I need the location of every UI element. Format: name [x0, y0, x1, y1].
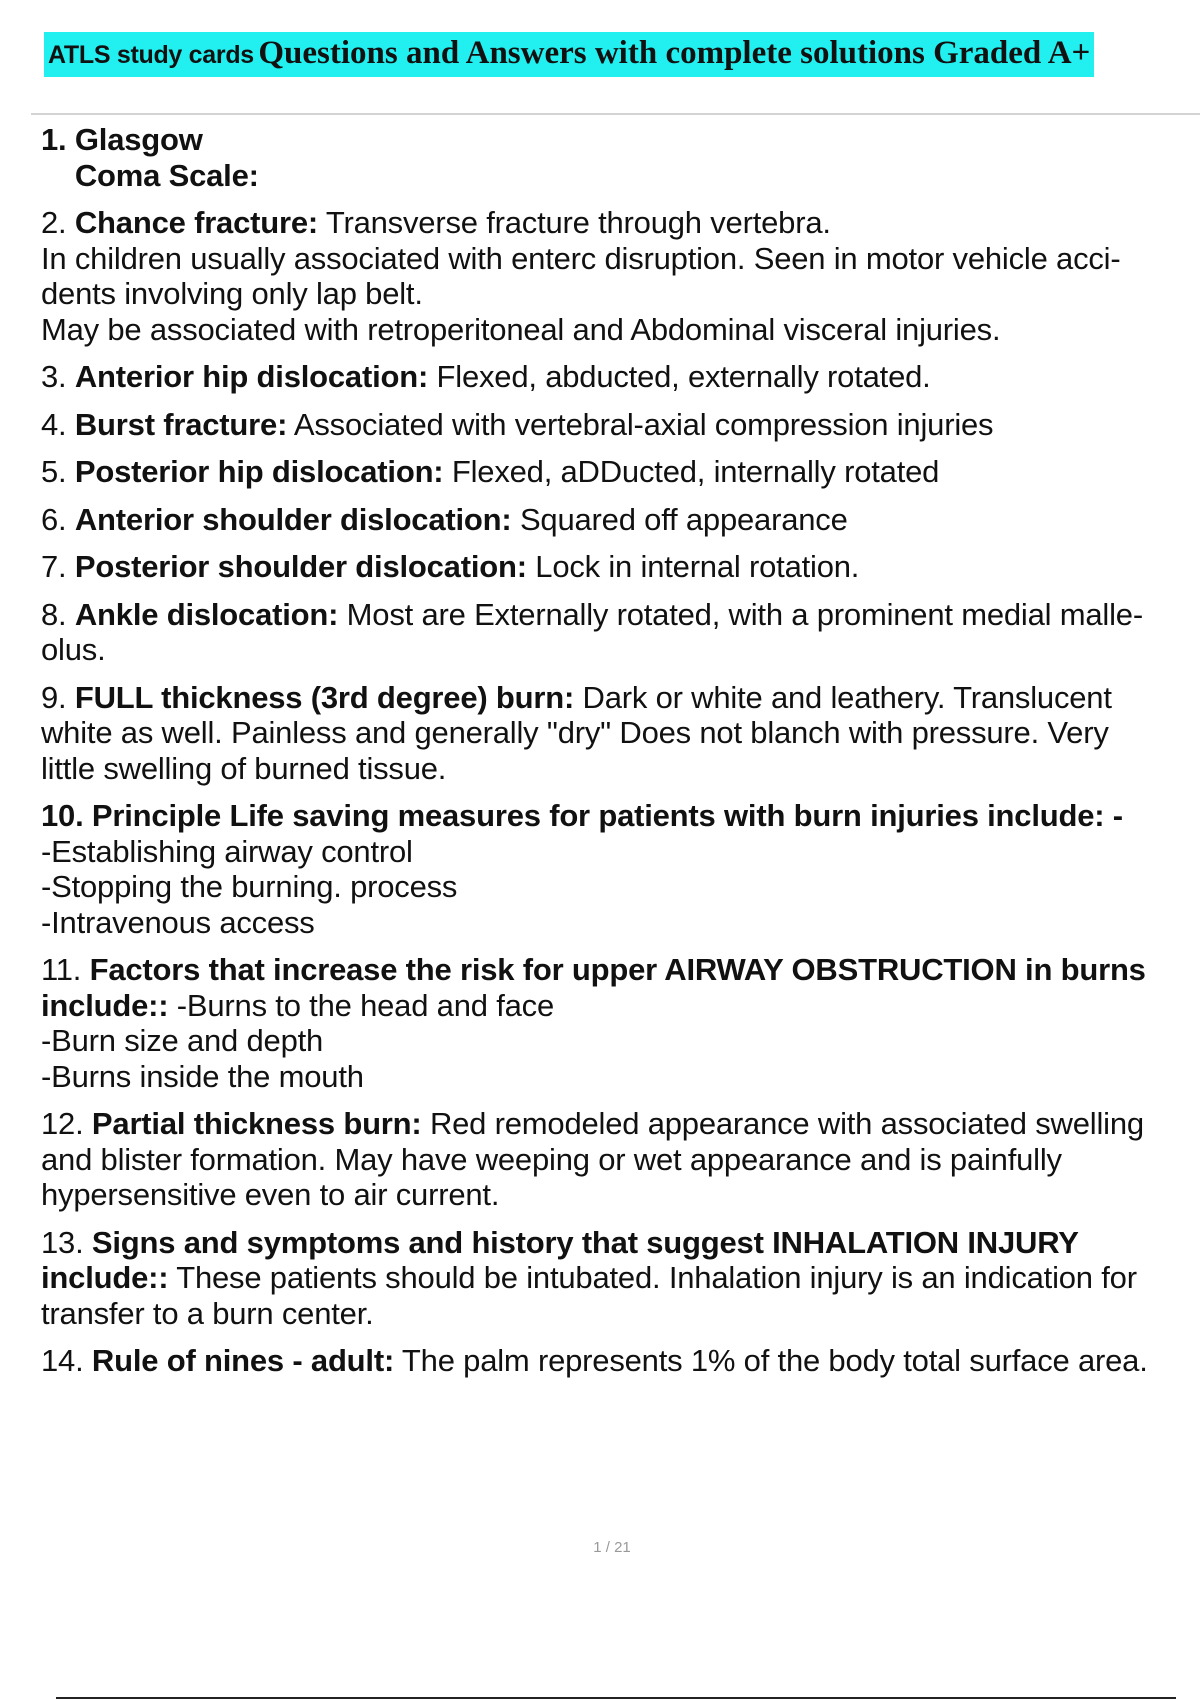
item-line: little swelling of burned tissue. — [41, 750, 447, 786]
item-number: 5. — [41, 454, 75, 489]
item-term: Posterior hip dislocation: — [74, 454, 444, 489]
item-line: white as well. Painless and generally "dry" Does not blanch with pressure. Very — [41, 715, 1109, 750]
item-term: Ankle dislocation: — [74, 596, 339, 632]
item-number: 10. — [41, 798, 92, 833]
item-line: May be associated with retroperitoneal and Abdominal visceral injuries. — [41, 311, 1001, 347]
item-definition: Flexed, abducted, externally rotated. — [428, 359, 931, 394]
item-line: hypersensitive even to air current. — [41, 1177, 500, 1212]
card-item-5 — [41, 454, 1191, 490]
item-line: In children usually associated with enterc disruption. Seen in motor vehicle acci- — [41, 240, 1121, 276]
card-item-6 — [41, 502, 1191, 538]
item-term: Partial thickness burn: — [91, 1106, 422, 1141]
bottom-divider — [56, 1697, 1176, 1699]
item-number: 4. — [41, 406, 75, 442]
item-line: dents involving only lap belt. — [41, 276, 423, 311]
item-line — [41, 988, 1191, 1024]
item-term: Principle Life saving measures for patients with burn injuries include: - — [91, 798, 1123, 833]
item-definition: -Burns to the head and face — [168, 987, 554, 1023]
card-item-3 — [41, 359, 1191, 395]
item-term: Anterior shoulder dislocation: — [74, 501, 512, 537]
item-definition: Associated with vertebral-axial compression injuries — [287, 406, 994, 442]
top-divider — [31, 113, 1200, 115]
item-definition: Lock in internal rotation. — [526, 549, 860, 584]
item-number: 8. — [41, 596, 75, 632]
item-term-continued: include:: — [41, 987, 169, 1023]
item-definition: Squared off appearance — [511, 501, 848, 537]
item-term: Anterior hip dislocation: — [74, 359, 429, 394]
item-line: -Intravenous access — [41, 904, 315, 940]
item-line: transfer to a burn center. — [41, 1295, 374, 1331]
item-line — [41, 1260, 1191, 1296]
item-line: olus. — [41, 632, 106, 667]
title-sans-part: ATLS study cards — [48, 41, 254, 69]
item-number: 6. — [41, 501, 75, 537]
card-item-2 — [41, 205, 1191, 347]
item-term: FULL thickness (3rd degree) burn: — [74, 679, 575, 715]
item-definition: Most are Externally rotated, with a prominent medial malle- — [338, 596, 1143, 632]
item-number: 1. — [41, 122, 75, 157]
item-definition: The palm represents 1% of the body total surface area. — [394, 1343, 1148, 1378]
item-number: 14. — [41, 1343, 92, 1378]
item-number: 11. — [41, 952, 90, 987]
card-item-1 — [41, 122, 1191, 193]
item-term: Rule of nines - adult: — [91, 1343, 395, 1378]
card-list — [41, 122, 1191, 1391]
item-number: 9. — [41, 679, 75, 715]
document-title — [44, 32, 1160, 77]
item-term: Burst fracture: — [74, 406, 288, 442]
item-term: Signs and symptoms and history that suggest INHALATION INJURY — [91, 1224, 1079, 1260]
card-item-9 — [41, 680, 1191, 787]
item-number: 13. — [41, 1224, 92, 1260]
item-line: -Burn size and depth — [41, 1023, 324, 1058]
card-item-4 — [41, 407, 1191, 443]
item-definition: Flexed, aDDucted, internally rotated — [443, 454, 940, 489]
card-item-12 — [41, 1106, 1191, 1213]
item-term: Posterior shoulder dislocation: — [74, 549, 527, 584]
card-item-7 — [41, 549, 1191, 585]
item-line: -Stopping the burning. process — [41, 869, 458, 904]
item-term: Glasgow Coma Scale: — [74, 122, 259, 193]
card-item-13 — [41, 1225, 1191, 1332]
card-item-14 — [41, 1343, 1191, 1379]
item-number: 3. — [41, 359, 75, 394]
item-term: Chance fracture: — [74, 205, 319, 240]
item-definition: Red remodeled appearance with associated swelling — [421, 1106, 1144, 1141]
item-term-continued: include:: — [41, 1260, 169, 1295]
item-number: 7. — [41, 549, 75, 584]
title-highlight — [44, 32, 1094, 77]
card-item-10 — [41, 798, 1191, 940]
item-line: -Establishing airway control — [41, 833, 413, 869]
item-definition: Dark or white and leathery. Translucent — [574, 679, 1112, 715]
item-definition: These patients should be intubated. Inhalation injury is an indication for — [168, 1260, 1137, 1295]
page-number: 1 / 21 — [593, 1539, 631, 1556]
item-number: 2. — [41, 205, 75, 240]
card-item-11 — [41, 952, 1191, 1094]
title-serif-part: Questions and Answers with complete solutions Graded A+ — [258, 35, 1091, 71]
item-definition: Transverse fracture through vertebra. — [318, 205, 831, 240]
item-line: -Burns inside the mouth — [41, 1058, 364, 1094]
card-item-8 — [41, 597, 1191, 668]
item-term: Factors that increase the risk for upper AIRWAY OBSTRUCTION in burns — [89, 952, 1146, 987]
item-line: and blister formation. May have weeping or wet appearance and is painfully — [41, 1141, 1062, 1177]
item-number: 12. — [41, 1106, 92, 1141]
